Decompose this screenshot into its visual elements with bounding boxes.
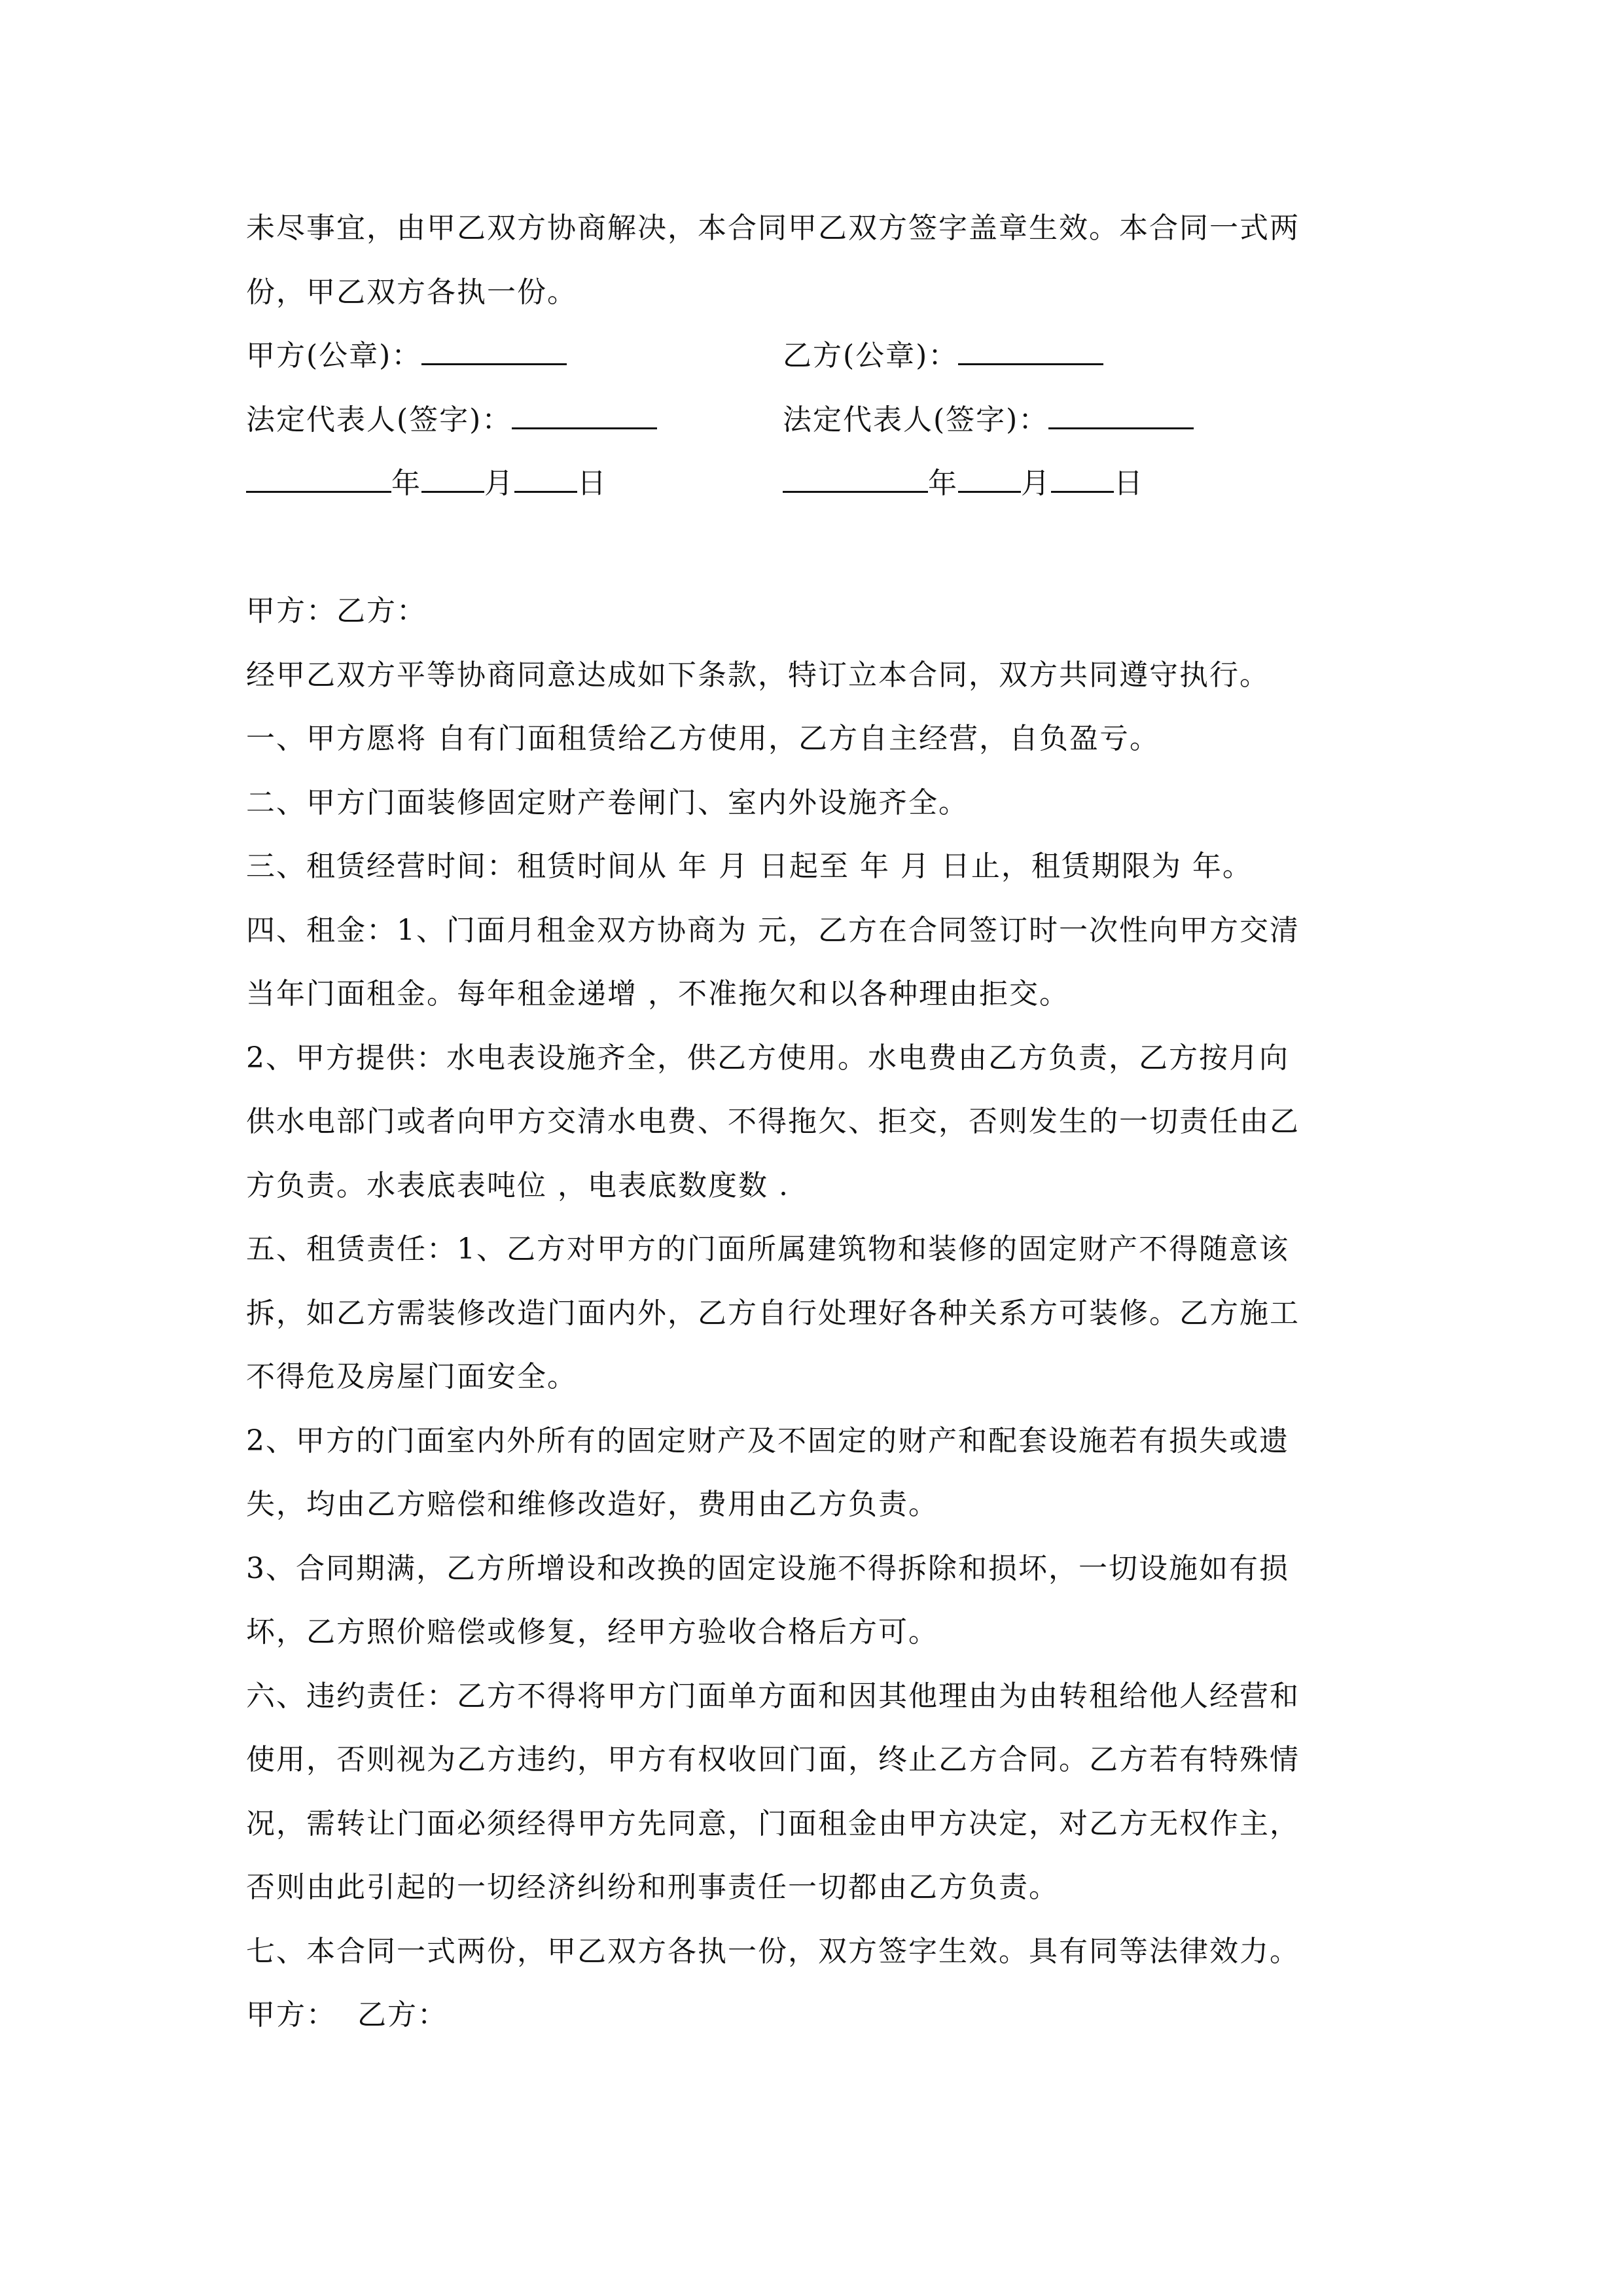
party-a-day-blank[interactable] (514, 465, 577, 493)
party-b-day-blank[interactable] (1051, 465, 1114, 493)
clause-line: 五、租赁责任：1、乙方对甲方的门面所属建筑物和装修的固定财产不得随意该 (246, 1232, 1289, 1266)
party-b-seal (783, 324, 1103, 388)
clause-line: 供水电部门或者向甲方交清水电费、不得拖欠、拒交，否则发生的一切责任由乙 (246, 1105, 1300, 1138)
clause-line: 方负责。水表底表吨位 ，电表底数度数 . (246, 1168, 789, 1202)
clause-line: 经甲乙双方平等协商同意达成如下条款，特订立本合同，双方共同遵守执行。 (246, 658, 1270, 692)
party-b-month-blank[interactable] (958, 465, 1021, 493)
party-a-month-blank[interactable] (421, 465, 484, 493)
clause-line: 否则由此引起的一切经济纠纷和刑事责任一切都由乙方负责。 (246, 1871, 1059, 1904)
clause-line: 二、甲方门面装修固定财产卷闸门、室内外设施齐全。 (246, 785, 969, 819)
party-b-seal-label: 乙方(公章)： (783, 339, 959, 372)
party-a-seal-label: 甲方(公章)： (246, 339, 422, 372)
closing-line-2: 份，甲乙双方各执一份。 (246, 275, 577, 309)
party-a-rep (246, 388, 783, 452)
party-b-rep-blank[interactable] (1048, 401, 1194, 429)
closing-line-1: 未尽事宜，由甲乙双方协商解决，本合同甲乙双方签字盖章生效。本合同一式两 (246, 211, 1300, 245)
clause-line: 2、甲方提供：水电表设施齐全，供乙方使用。水电费由乙方负责，乙方按月向 (246, 1041, 1289, 1075)
day-label: 日 (1114, 467, 1144, 500)
party-b-year-blank[interactable] (783, 465, 928, 493)
party-a-year-blank[interactable] (246, 465, 391, 493)
month-label: 月 (484, 467, 514, 500)
month-label: 月 (1021, 467, 1051, 500)
seal-row (246, 324, 1398, 388)
clause-line: 3、合同期满，乙方所增设和改换的固定设施不得拆除和损坏，一切设施如有损 (246, 1551, 1289, 1585)
clause-line: 三、租赁经营时间：租赁时间从 年 月 日起至 年 月 日止，租赁期限为 年。 (246, 850, 1253, 883)
party-b-rep (783, 388, 1194, 452)
year-label: 年 (928, 467, 958, 500)
day-label: 日 (577, 467, 607, 500)
clause-line: 2、甲方的门面室内外所有的固定财产及不固定的财产和配套设施若有损失或遗 (246, 1424, 1289, 1458)
clause-line: 当年门面租金。每年租金递增 ，不准拖欠和以各种理由拒交。 (246, 977, 1069, 1011)
clause-line: 失，均由乙方赔偿和维修改造好，费用由乙方负责。 (246, 1488, 938, 1521)
clause-line: 拆，如乙方需装修改造门面内外，乙方自行处理好各种关系方可装修。乙方施工 (246, 1296, 1300, 1330)
party-b-date (783, 452, 1144, 516)
party-b-rep-label: 法定代表人(签字)： (783, 403, 1049, 437)
clause-line: 四、租金：1、门面月租金双方协商为 元，乙方在合同签订时一次性向甲方交清 (246, 913, 1300, 947)
parties-header: 甲方：乙方： (246, 594, 427, 628)
clause-line: 不得危及房屋门面安全。 (246, 1360, 577, 1393)
party-a-rep-label: 法定代表人(签字)： (246, 403, 512, 437)
party-a-seal-blank[interactable] (421, 337, 567, 365)
document-body (246, 196, 1398, 2047)
party-b-seal-blank[interactable] (958, 337, 1103, 365)
clause-line: 七、本合同一式两份，甲乙双方各执一份，双方签字生效。具有同等法律效力。 (246, 1934, 1300, 1968)
sign-party-b: 乙方： (357, 1998, 448, 2032)
clause-line: 一、甲方愿将 自有门面租赁给乙方使用，乙方自主经营，自负盈亏。 (246, 722, 1160, 755)
clause-line: 况，需转让门面必须经得甲方先同意，门面租金由甲方决定，对乙方无权作主， (246, 1806, 1300, 1840)
section-gap (246, 516, 1398, 580)
sign-party-a: 甲方： (246, 1998, 336, 2032)
party-a-rep-blank[interactable] (512, 401, 657, 429)
signature-line (246, 1983, 1398, 2047)
party-a-date (246, 452, 783, 516)
representative-row (246, 388, 1398, 452)
date-row (246, 452, 1398, 516)
party-a-seal (246, 324, 783, 388)
clause-line: 坏，乙方照价赔偿或修复，经甲方验收合格后方可。 (246, 1615, 938, 1649)
clause-line: 使用，否则视为乙方违约，甲方有权收回门面，终止乙方合同。乙方若有特殊情 (246, 1743, 1300, 1776)
year-label: 年 (391, 467, 421, 500)
clause-line: 六、违约责任：乙方不得将甲方门面单方面和因其他理由为由转租给他人经营和 (246, 1679, 1300, 1713)
